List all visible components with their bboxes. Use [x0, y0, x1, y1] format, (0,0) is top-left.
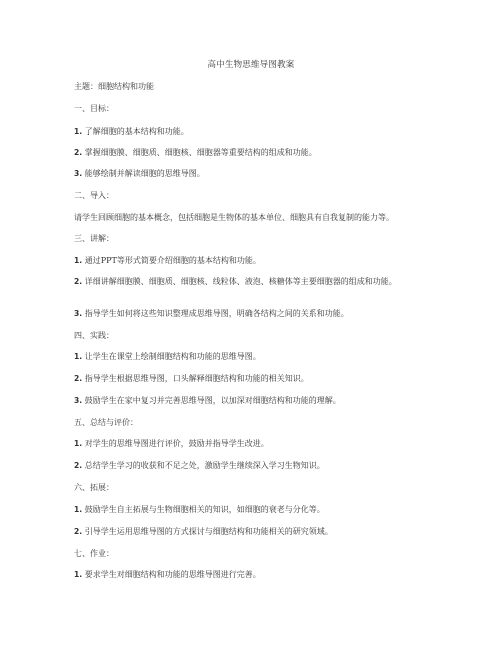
list-item: [74, 438, 434, 449]
list-item: [74, 395, 434, 406]
item-text: 指导学生如何将这些知识整理成思维导图，明确各结构之间的关系和功能。: [84, 309, 349, 318]
item-text: 能够绘制并解读细胞的思维导图。: [84, 169, 205, 178]
list-item: [74, 460, 434, 471]
list-item: [74, 168, 434, 179]
item-number: 1.: [74, 127, 83, 136]
item-number: 1.: [74, 352, 83, 361]
intro-paragraph: 请学生回顾细胞的基本概念，包括细胞是生物体的基本单位、细胞具有自我复制的能力等。: [74, 213, 394, 222]
section-heading-summary: 五、总结与评价：: [74, 418, 138, 427]
document-title: 高中生物思维导图教案: [207, 60, 295, 70]
item-number: 1.: [74, 256, 83, 265]
item-text: 掌握细胞膜、细胞质、细胞核、细胞器等重要结构的组成和功能。: [84, 148, 317, 157]
item-number: 1.: [74, 570, 83, 579]
topic-line: 主题：细胞结构和功能: [74, 82, 154, 91]
section-heading-lecture: 三、讲解：: [74, 234, 114, 243]
item-number: 1.: [74, 505, 83, 514]
item-number: 2.: [74, 374, 83, 383]
item-number: 3.: [74, 309, 83, 318]
item-text: 总结学生学习的收获和不足之处，激励学生继续深入学习生物知识。: [84, 461, 325, 470]
item-text: 详细讲解细胞膜、细胞质、细胞核、线粒体、液泡、核糖体等主要细胞器的组成和功能。: [84, 277, 397, 286]
section-heading-practice: 四、实践：: [74, 331, 114, 340]
item-text: 鼓励学生自主拓展与生物细胞相关的知识，如细胞的衰老与分化等。: [84, 505, 325, 514]
list-item: [74, 308, 434, 319]
list-item: [74, 276, 426, 287]
item-text: 对学生的思维导图进行评价，鼓励并指导学生改进。: [84, 439, 269, 448]
item-text: 指导学生根据思维导图，口头解释细胞结构和功能的相关知识。: [84, 374, 309, 383]
item-text: 鼓励学生在家中复习并完善思维导图，以加深对细胞结构和功能的理解。: [84, 396, 341, 405]
list-item: [74, 569, 434, 580]
item-number: 2.: [74, 527, 83, 536]
list-item: [74, 504, 434, 515]
list-item: [74, 126, 434, 137]
item-text: 了解细胞的基本结构和功能。: [84, 127, 189, 136]
list-item: [74, 255, 434, 266]
list-item: [74, 373, 434, 384]
item-number: 2.: [74, 277, 83, 286]
item-number: 1.: [74, 439, 83, 448]
section-heading-intro: 二、导入：: [74, 191, 114, 200]
item-text: 通过PPT等形式简要介绍细胞的基本结构和功能。: [84, 256, 261, 265]
item-text: 要求学生对细胞结构和功能的思维导图进行完善。: [84, 570, 261, 579]
list-item: [74, 351, 434, 362]
item-number: 3.: [74, 396, 83, 405]
list-item: [74, 147, 434, 158]
section-heading-extension: 六、拓展：: [74, 483, 114, 492]
item-number: 2.: [74, 148, 83, 157]
item-number: 3.: [74, 169, 83, 178]
section-heading-homework: 七、作业：: [74, 549, 114, 558]
item-text: 让学生在课堂上绘制细胞结构和功能的思维导图。: [84, 352, 261, 361]
list-item: [74, 526, 434, 537]
item-text: 引导学生运用思维导图的方式探讨与细胞结构和功能相关的研究领域。: [84, 527, 333, 536]
section-heading-goals: 一、目标：: [74, 104, 114, 113]
item-number: 2.: [74, 461, 83, 470]
